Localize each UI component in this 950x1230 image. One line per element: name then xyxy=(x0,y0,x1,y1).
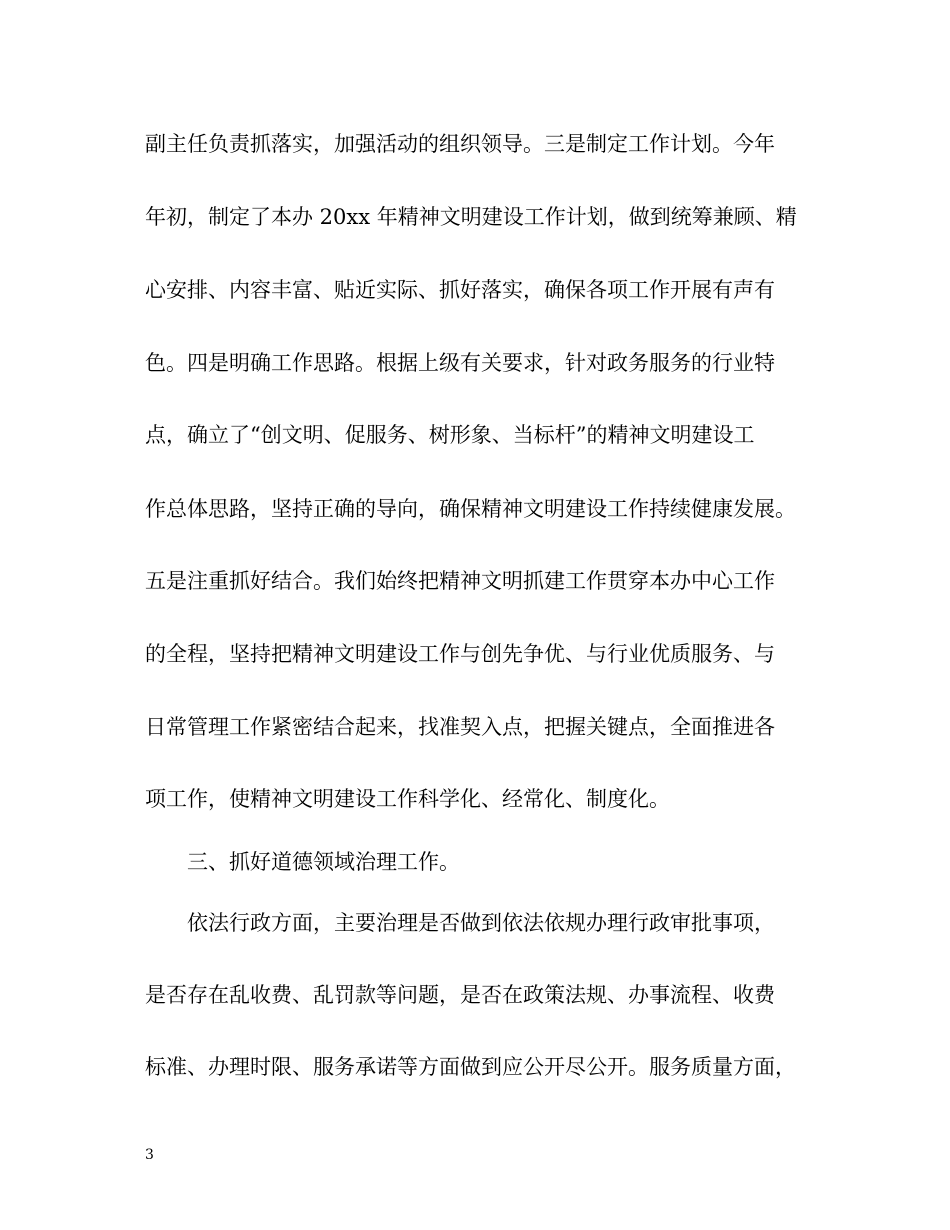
text-line: 是否存在乱收费、乱罚款等问题，是否在政策法规、办事流程、收费 xyxy=(145,983,775,1007)
section-heading: 三、抓好道德领域治理工作。 xyxy=(187,850,460,874)
text-line: 的全程，坚持把精神文明建设工作与创先争优、与行业优质服务、与 xyxy=(145,642,775,666)
text-line: 日常管理工作紧密结合起来，找准契入点，把握关键点，全面推进各 xyxy=(145,715,775,739)
text-line: 心安排、内容丰富、贴近实际、抓好落实，确保各项工作开展有声有 xyxy=(145,278,775,302)
page-number: 3 xyxy=(145,1147,154,1163)
text-line: 项工作，使精神文明建设工作科学化、经常化、制度化。 xyxy=(145,787,670,811)
text-line: 点，确立了“创文明、促服务、树形象、当标杆”的精神文明建设工 xyxy=(145,423,755,447)
text-line: 年初，制定了本办 20xx 年精神文明建设工作计划，做到统筹兼顾、精 xyxy=(145,205,797,229)
text-line: 作总体思路，坚持正确的导向，确保精神文明建设工作持续健康发展。 xyxy=(145,497,796,521)
text-line: 标准、办理时限、服务承诺等方面做到应公开尽公开。服务质量方面， xyxy=(145,1055,796,1079)
text-line: 色。四是明确工作思路。根据上级有关要求，针对政务服务的行业特 xyxy=(145,351,775,375)
text-line: 依法行政方面，主要治理是否做到依法依规办理行政审批事项， xyxy=(187,911,775,935)
text-line: 副主任负责抓落实，加强活动的组织领导。三是制定工作计划。今年 xyxy=(145,132,775,156)
text-line: 五是注重抓好结合。我们始终把精神文明抓建工作贯穿本办中心工作 xyxy=(145,569,775,593)
